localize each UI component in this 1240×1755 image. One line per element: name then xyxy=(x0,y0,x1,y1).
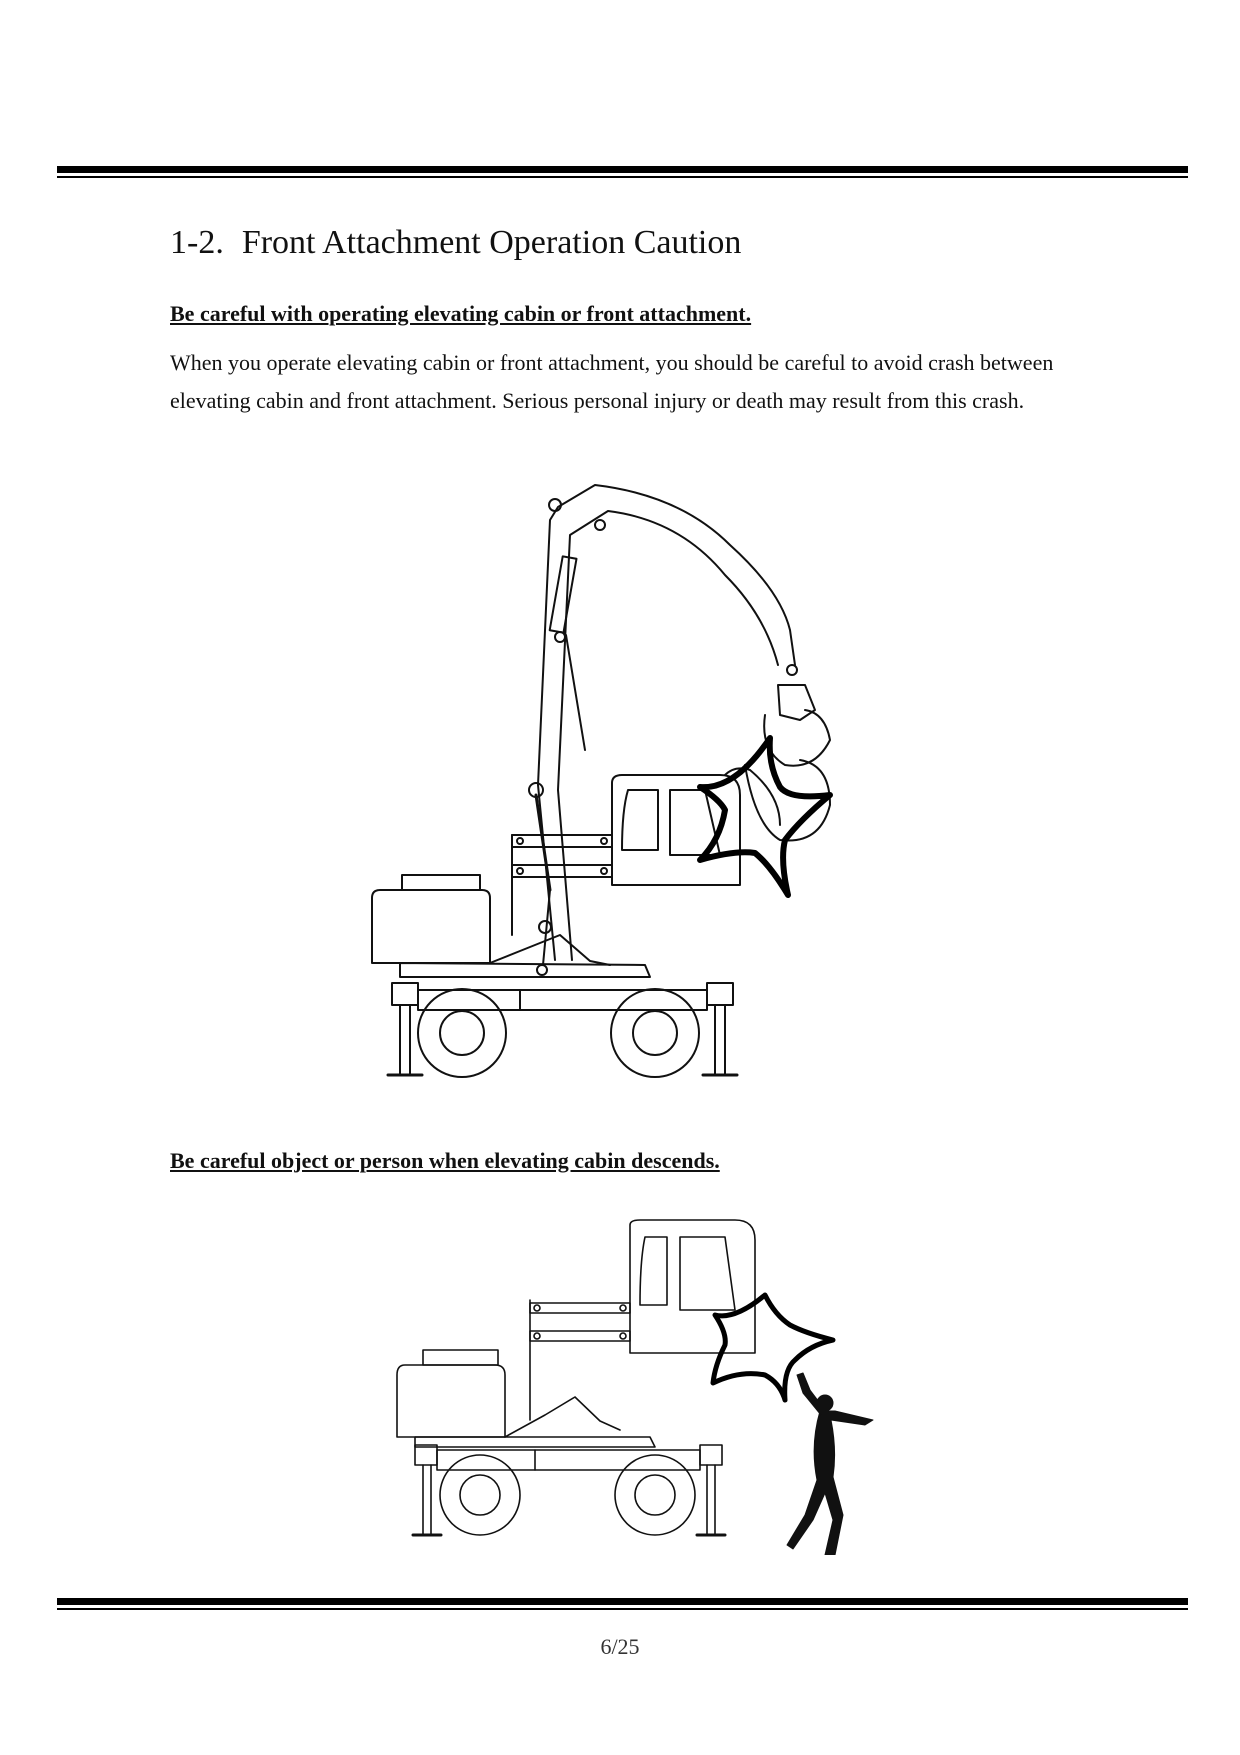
page-number: 6/25 xyxy=(600,1634,640,1659)
caution-heading-cabin-descends: Be careful object or person when elevating cabin descends. xyxy=(170,1148,720,1173)
front-wheel xyxy=(615,1455,695,1535)
caution-body-text: When you operate elevating cabin or front attachment, you should be careful to avoid crash between elevating cabin and front attachment. Serious personal injury or death may result from this crash. xyxy=(170,350,1054,413)
engine-housing xyxy=(397,1365,505,1437)
rear-outrigger-pad xyxy=(392,983,418,1005)
front-outrigger-pad xyxy=(707,983,733,1005)
section-number: 1-2. xyxy=(170,224,224,261)
rear-wheel xyxy=(440,1455,520,1535)
engine-housing xyxy=(372,890,490,963)
boom-cylinder xyxy=(550,556,577,632)
bottom-rule xyxy=(57,1598,1188,1610)
elevating-cabin xyxy=(630,1220,755,1353)
top-rule xyxy=(57,166,1188,178)
page-title xyxy=(170,224,741,262)
rear-wheel xyxy=(418,989,506,1077)
section-title: Front Attachment Operation Caution xyxy=(241,224,742,261)
front-wheel xyxy=(611,989,699,1077)
cabin-descends-hazard-illustration xyxy=(385,1215,885,1555)
caution-heading-front-attachment: Be careful with operating elevating cabin or front attachment. xyxy=(170,301,752,326)
boom-arm xyxy=(538,485,795,960)
person-silhouette-icon xyxy=(787,1373,873,1555)
front-attachment-crash-illustration xyxy=(360,465,920,1085)
